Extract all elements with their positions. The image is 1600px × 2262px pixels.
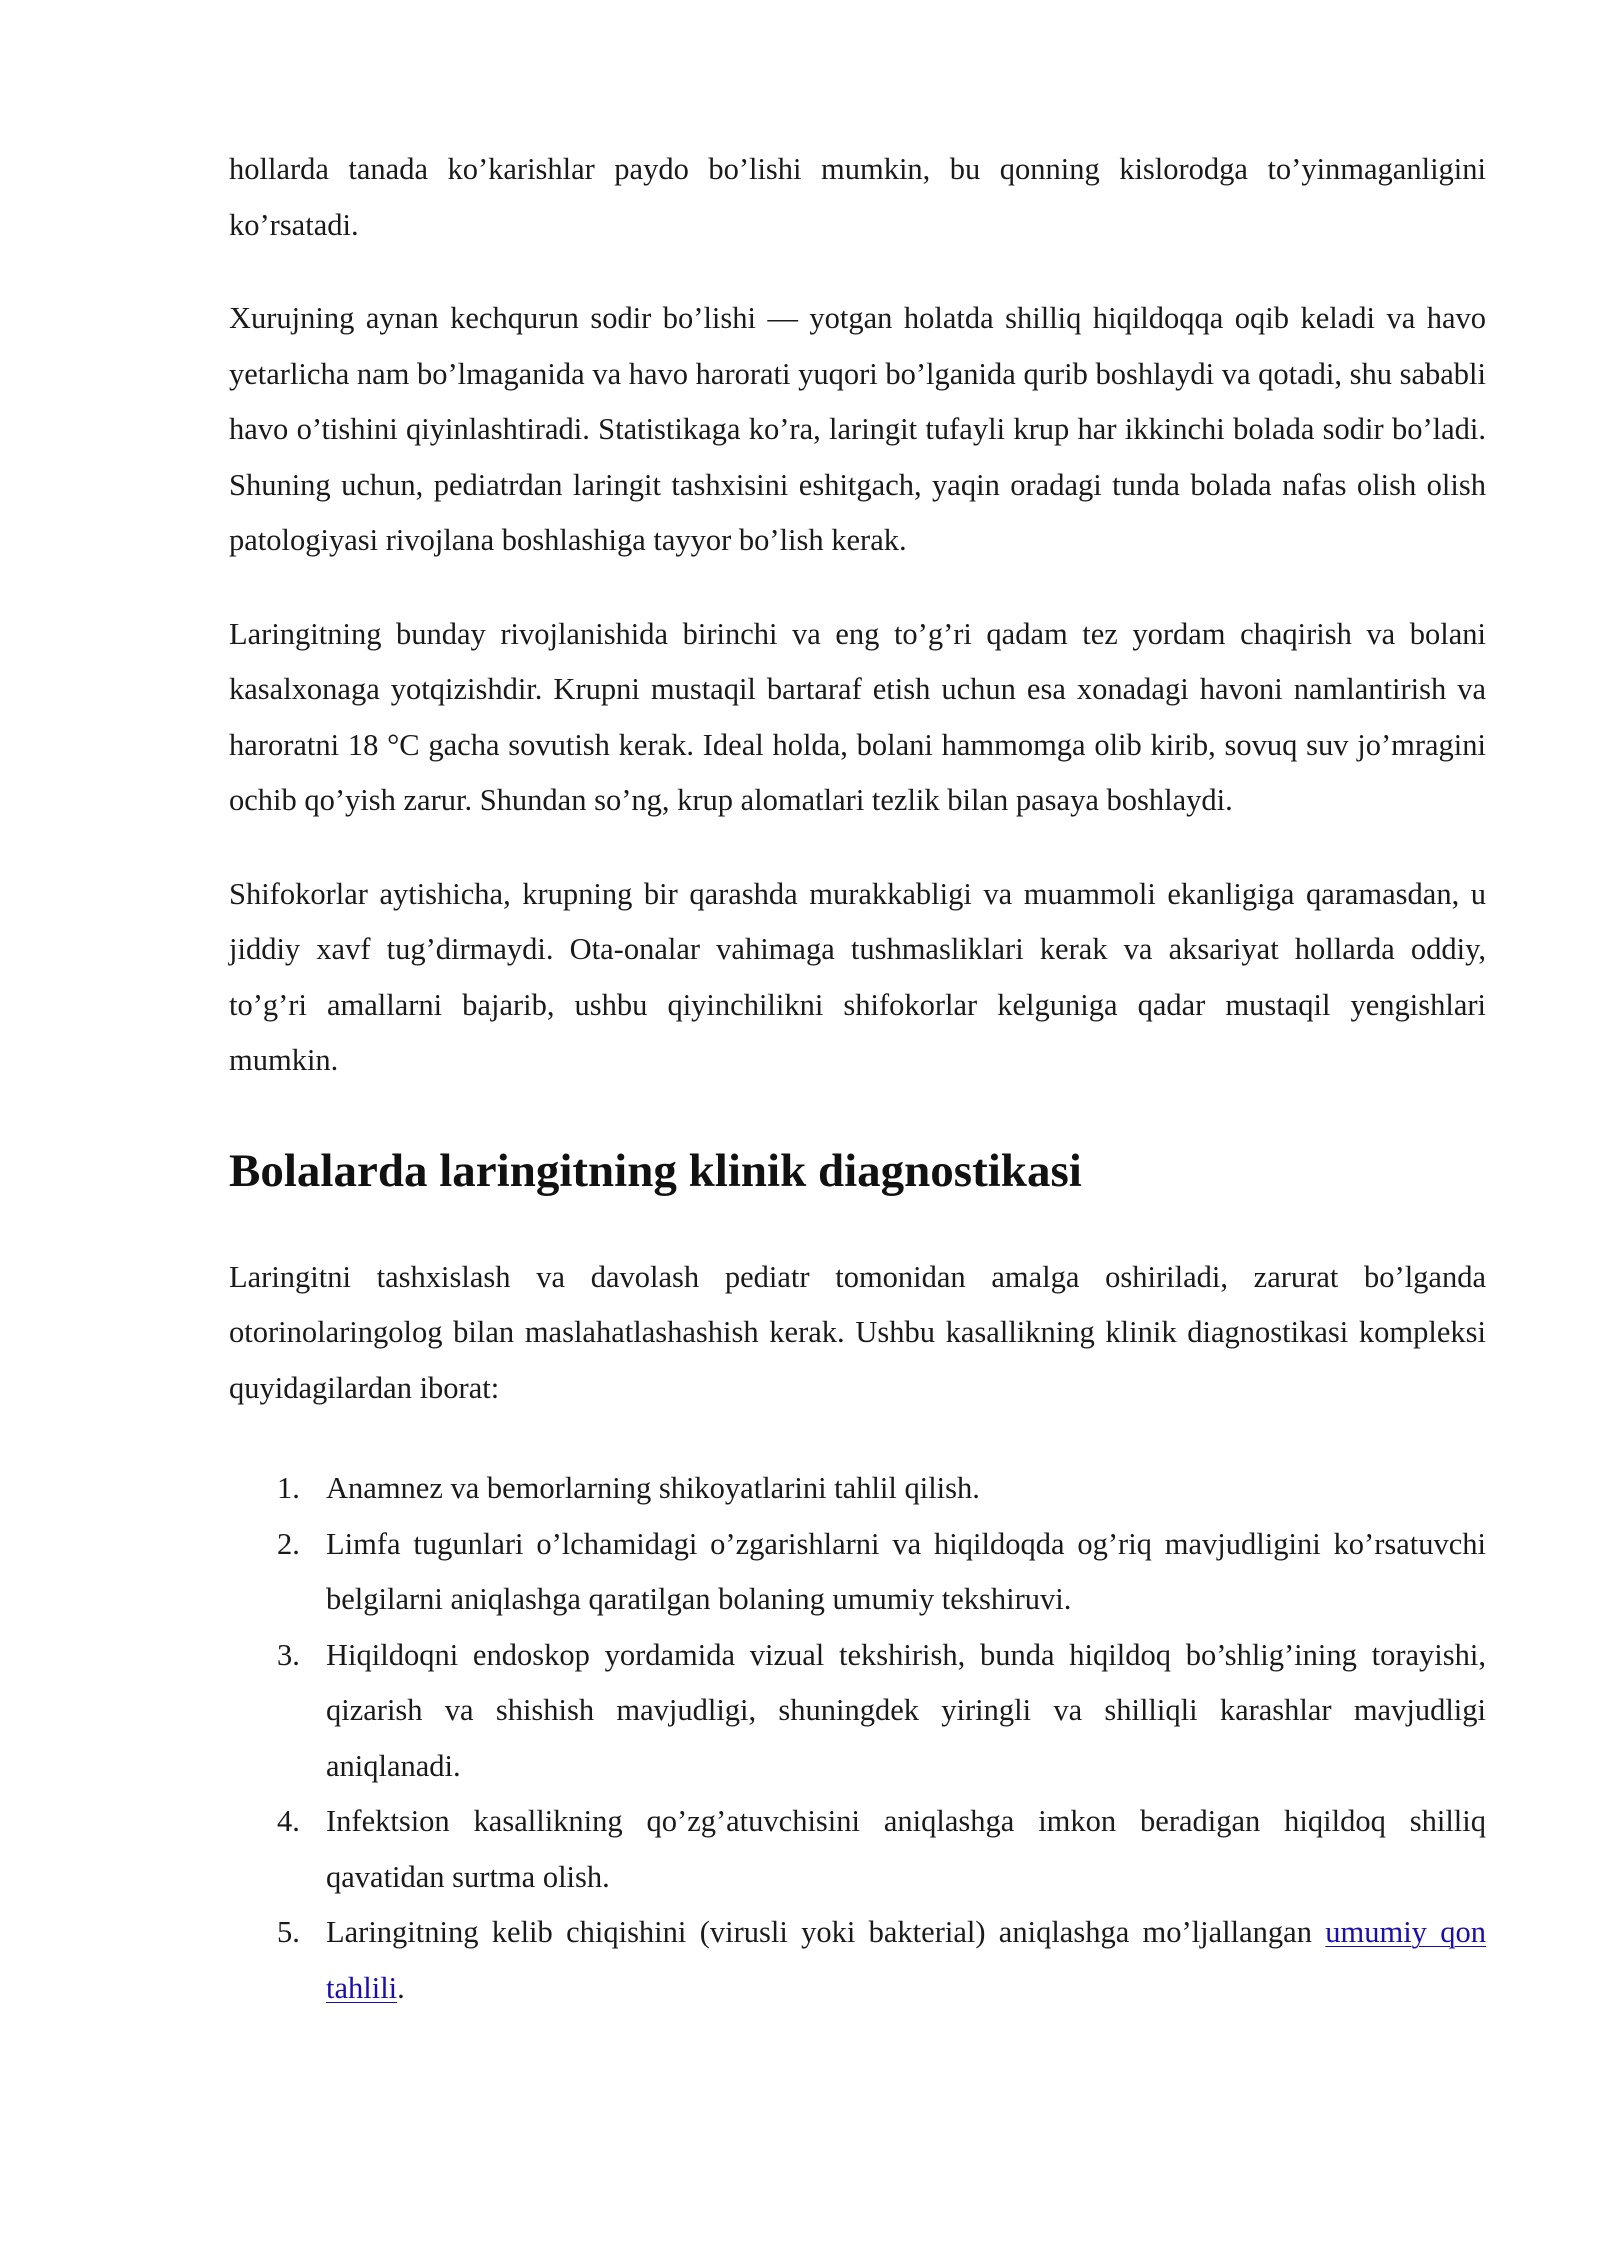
list-item-number: 3.	[277, 1637, 300, 1672]
list-item	[229, 1461, 1486, 1517]
list-item-period: .	[397, 1970, 405, 2005]
list-item-number: 2.	[277, 1526, 300, 1561]
paragraph-diagnostics-intro: Laringitni tashxislash va davolash pediatr tomonidan amalga oshiriladi, zarurat bo’lganda otorinolaringolog bilan maslahatlashashish kerak. Ushbu kasallikning klinik diagnostikasi kompleksi quyidagilardan iborat:	[229, 1259, 1486, 1405]
list-item-text: Laringitning kelib chiqishini (virusli yoki bakterial) aniqlashga mo’ljallangan	[326, 1915, 1326, 1949]
list-item-number: 1.	[277, 1471, 300, 1505]
document-page	[229, 142, 1486, 2016]
list-item	[229, 1794, 1486, 1905]
list-item	[229, 1628, 1486, 1795]
list-item-text: Hiqildoqni endoskop yordamida vizual tekshirish, bunda hiqildoq bo’shlig’ining torayishi, qizarish va shishish mavjudligi, shuningdek yiringli va shilliqli karashlar mavjudligi aniqlanadi.	[326, 1637, 1486, 1783]
list-item	[229, 1517, 1486, 1628]
list-item-number: 4.	[277, 1804, 300, 1838]
diagnostics-list	[229, 1461, 1486, 2016]
paragraph-first-aid: Laringitning bunday rivojlanishida birinchi va eng to’g’ri qadam tez yordam chaqirish va bolani kasalxonaga yotqizishdir. Krupni mustaqil bartaraf etish uchun esa xonadagi havoni namlantirish va haroratni 18 °C gacha sovutish kerak. Ideal holda, bolani hammomga olib kirib, sovuq suv jo’mragini ochib qo’yish zarur. Shundan so’ng, krup alomatlari tezlik bilan pasaya boshlaydi.	[229, 616, 1486, 817]
blood-test-link[interactable]: umumiy qon tahlili	[326, 1915, 1486, 2005]
paragraph-croup-night-attack: Xurujning aynan kechqurun sodir bo’lishi — yotgan holatda shilliq hiqildoqqa oqib keladi va havo yetarlicha nam bo’lmaganida va havo harorati yuqori bo’lganida qurib boshlaydi va qotadi, shu sababli havo o’tishini qiyinlashtiradi. Statistikaga ko’ra, laringit tufayli krup har ikkinchi bolada sodir bo’ladi. Shuning uchun, pediatrdan laringit tashxisini eshitgach, yaqin oradagi tunda bolada nafas olish olish patologiyasi rivojlana boshlashiga tayyor bo’lish kerak.	[229, 301, 1486, 557]
list-item-text: Infektsion kasallikning qo’zg’atuvchisini aniqlashga imkon beradigan hiqildoq shilliq qavatidan surtma olish.	[326, 1804, 1486, 1894]
list-item-text: Limfa tugunlari o’lchamidagi o’zgarishlarni va hiqildoqda og’riq mavjudligini ko’rsatuvchi belgilarni aniqlashga qaratilgan bolaning umumiy tekshiruvi.	[326, 1526, 1486, 1616]
section-heading: Bolalarda laringitning klinik diagnostikasi	[229, 1144, 1082, 1197]
list-item	[229, 1905, 1486, 2016]
paragraph-doctors-opinion: Shifokorlar aytishicha, krupning bir qarashda murakkabligi va muammoli ekanligiga qaramasdan, u jiddiy xavf tug’dirmaydi. Ota-onalar vahimaga tushmasliklari kerak va aksariyat hollarda oddiy, to’g’ri amallarni bajarib, ushbu qiyinchilikni shifokorlar kelguniga qadar mustaqil yengishlari mumkin.	[229, 876, 1486, 1077]
list-item-text: Anamnez va bemorlarning shikoyatlarini tahlil qilish.	[326, 1471, 980, 1505]
paragraph-continuation: hollarda tanada ko’karishlar paydo bo’lishi mumkin, bu qonning kislorodga to’yinmaganligini ko’rsatadi.	[229, 152, 1486, 242]
list-item-number: 5.	[277, 1915, 300, 1949]
